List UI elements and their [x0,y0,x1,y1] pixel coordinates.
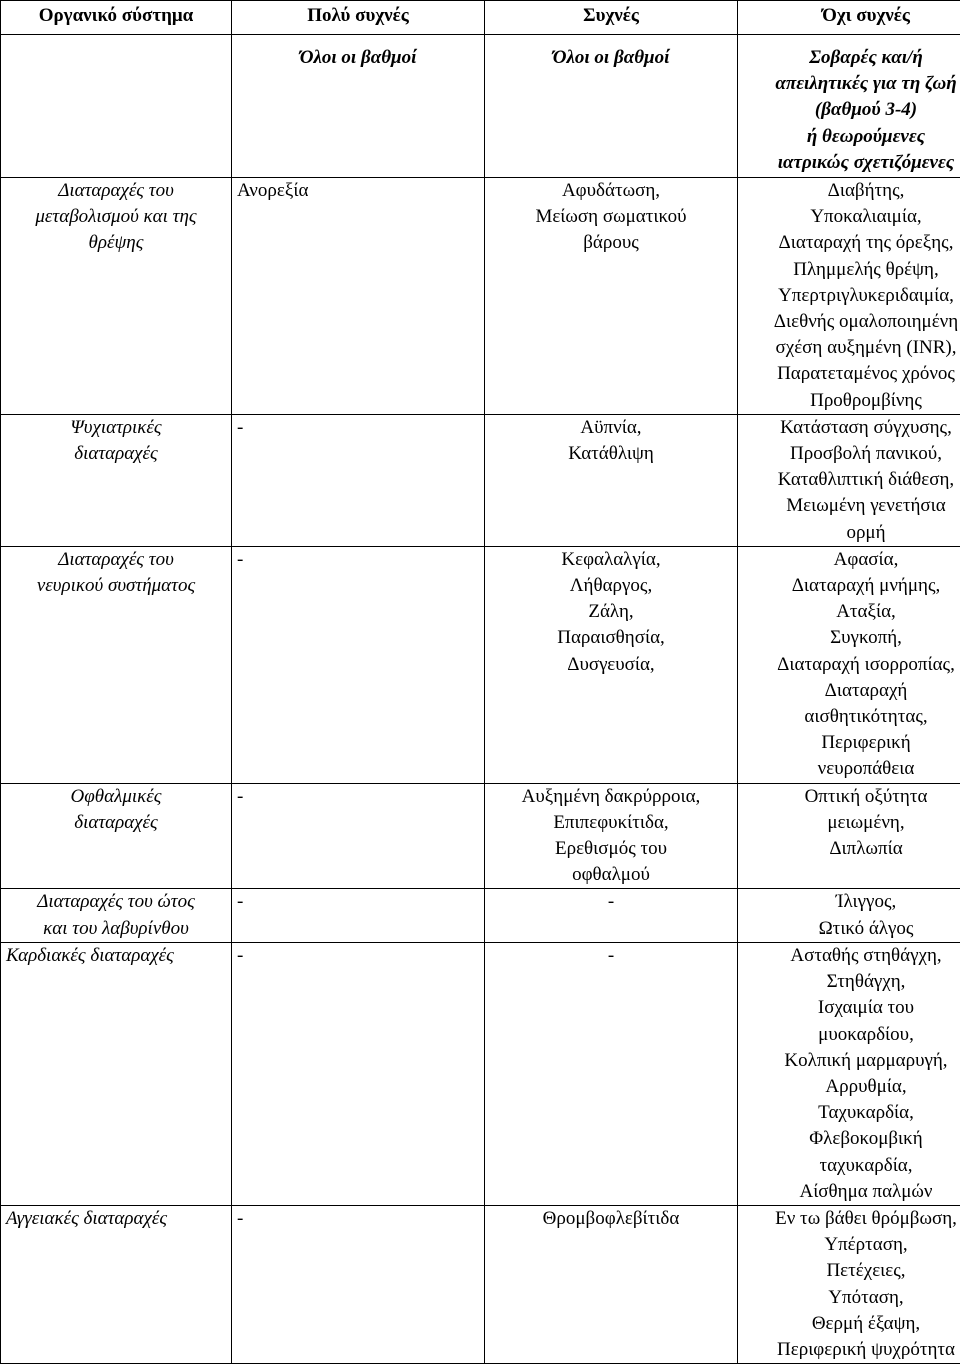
common-line: Λήθαργος, [490,573,732,599]
subheader-uncommon-line: απειλητικές για τη ζωή [743,71,960,97]
uncommon-line: Αίσθημα παλμών [743,1179,960,1205]
very-common-line: - [237,547,479,573]
common-line: Δυσγευσία, [490,652,732,678]
very-common-line: - [237,1206,479,1232]
common-line: Αφυδάτωση, [490,178,732,204]
uncommon-line: Εν τω βάθει θρόμβωση, [743,1206,960,1232]
subheader-very-common-label: Όλοι οι βαθμοί [300,47,417,68]
common-cell [485,178,738,415]
very-common-line: - [237,943,479,969]
header-row [1,1,960,35]
organ-system-line: διαταραχές [6,810,226,836]
organ-system-line: Διαταραχές του [6,547,226,573]
uncommon-line: Ασταθής στηθάγχη, [743,943,960,969]
uncommon-line: Διαβήτης, [743,178,960,204]
uncommon-line: Κατάσταση σύγχυσης, [743,415,960,441]
uncommon-line: Ταχυκαρδία, [743,1100,960,1126]
uncommon-line: αισθητικότητας, [743,704,960,730]
uncommon-line: Υπόταση, [743,1285,960,1311]
uncommon-line: Πετέχειες, [743,1258,960,1284]
subheader-common [485,35,738,178]
uncommon-line: Αφασία, [743,547,960,573]
subheader-uncommon-line: ιατρικώς σχετιζόμενες [743,150,960,176]
uncommon-line: Καταθλιπτική διάθεση, [743,467,960,493]
uncommon-line: Διαταραχή της όρεξης, [743,230,960,256]
organ-system-line: και του λαβυρίνθου [6,916,226,942]
common-cell [485,783,738,889]
uncommon-line: Ίλιγγος, [743,889,960,915]
uncommon-line: Αρρυθμία, [743,1074,960,1100]
very-common-cell [232,414,485,546]
uncommon-line: Υποκαλιαιμία, [743,204,960,230]
uncommon-line: Προθρομβίνης [743,388,960,414]
subheader-very-common [232,35,485,178]
common-line: Κεφαλαλγία, [490,547,732,573]
organ-system-line: νευρικού συστήματος [6,573,226,599]
uncommon-line: Υπέρταση, [743,1232,960,1258]
very-common-cell [232,783,485,889]
uncommon-line: Διπλωπία [743,836,960,862]
common-line: Επιπεφυκίτιδα, [490,810,732,836]
common-cell [485,889,738,942]
uncommon-line: Προσβολή πανικού, [743,441,960,467]
very-common-line: - [237,784,479,810]
uncommon-line: Περιφερική [743,730,960,756]
uncommon-cell [738,889,960,942]
uncommon-line: νευροπάθεια [743,756,960,782]
header-uncommon: Όχι συχνές [738,1,960,35]
common-cell [485,414,738,546]
uncommon-cell [738,1205,960,1363]
uncommon-line: Οπτική οξύτητα [743,784,960,810]
organ-system-line: Διαταραχές του ώτος [6,889,226,915]
very-common-cell [232,178,485,415]
organ-system-line: Αγγειακές διαταραχές [6,1206,226,1232]
common-cell [485,942,738,1205]
uncommon-line: Μειωμένη γενετήσια [743,493,960,519]
very-common-cell [232,546,485,783]
table-row [1,546,960,783]
uncommon-line: Διαταραχή [743,678,960,704]
uncommon-cell [738,546,960,783]
uncommon-line: ορμή [743,520,960,546]
subheader-uncommon-line: Σοβαρές και/ή [743,45,960,71]
uncommon-line: Θερμή έξαψη, [743,1311,960,1337]
common-line: Θρομβοφλεβίτιδα [490,1206,732,1232]
uncommon-line: Συγκοπή, [743,625,960,651]
very-common-line: - [237,889,479,915]
organ-system-line: θρέψης [6,230,226,256]
uncommon-cell [738,783,960,889]
very-common-line: Ανορεξία [237,178,479,204]
header-very-common: Πολύ συχνές [232,1,485,35]
uncommon-line: Υπερτριγλυκεριδαιμία, [743,283,960,309]
uncommon-line: Φλεβοκομβική [743,1126,960,1152]
uncommon-line: Ωτικό άλγος [743,916,960,942]
organ-system-cell [1,889,232,942]
very-common-cell [232,889,485,942]
subheader-uncommon-line: ή θεωρούμενες [743,124,960,150]
subheader-common-label: Όλοι οι βαθμοί [553,47,670,68]
organ-system-cell [1,414,232,546]
organ-system-cell [1,783,232,889]
organ-system-line: Καρδιακές διαταραχές [6,943,226,969]
organ-system-line: Ψυχιατρικές [6,415,226,441]
organ-system-cell [1,178,232,415]
common-line: Παραισθησία, [490,625,732,651]
uncommon-line: μειωμένη, [743,810,960,836]
very-common-line: - [237,415,479,441]
header-organ-system: Οργανικό σύστημα [1,1,232,35]
uncommon-line: Παρατεταμένος χρόνος [743,361,960,387]
table-row [1,889,960,942]
organ-system-line: διαταραχές [6,441,226,467]
subheader-uncommon-line: (βαθμού 3-4) [743,97,960,123]
organ-system-cell [1,942,232,1205]
common-line: Μείωση σωματικού [490,204,732,230]
uncommon-line: Αταξία, [743,599,960,625]
uncommon-line: Κολπική μαρμαρυγή, [743,1048,960,1074]
uncommon-line: σχέση αυξημένη (INR), [743,335,960,361]
table-row [1,783,960,889]
uncommon-line: Πλημμελής θρέψη, [743,257,960,283]
organ-system-line: Διαταραχές του [6,178,226,204]
organ-system-line: Οφθαλμικές [6,784,226,810]
uncommon-line: Ισχαιμία του [743,995,960,1021]
common-line: Αϋπνία, [490,415,732,441]
common-line: Ερεθισμός του [490,836,732,862]
table-row [1,1205,960,1363]
subheader-row [1,35,960,178]
uncommon-line: Διαταραχή μνήμης, [743,573,960,599]
table-row [1,178,960,415]
uncommon-cell [738,178,960,415]
uncommon-line: Διεθνής ομαλοποιημένη [743,309,960,335]
common-line: Κατάθλιψη [490,441,732,467]
uncommon-line: μυοκαρδίου, [743,1022,960,1048]
subheader-uncommon [738,35,960,178]
common-line: Αυξημένη δακρύρροια, [490,784,732,810]
common-line: - [490,889,732,915]
very-common-cell [232,942,485,1205]
common-line: οφθαλμού [490,862,732,888]
uncommon-cell [738,942,960,1205]
uncommon-line: Στηθάγχη, [743,969,960,995]
common-line: Ζάλη, [490,599,732,625]
uncommon-line: Περιφερική ψυχρότητα [743,1337,960,1363]
common-line: βάρους [490,230,732,256]
organ-system-cell [1,1205,232,1363]
common-cell [485,1205,738,1363]
common-line: - [490,943,732,969]
uncommon-line: Διαταραχή ισορροπίας, [743,652,960,678]
organ-system-line: μεταβολισμού και της [6,204,226,230]
uncommon-line: ταχυκαρδία, [743,1153,960,1179]
common-cell [485,546,738,783]
very-common-cell [232,1205,485,1363]
header-common: Συχνές [485,1,738,35]
uncommon-cell [738,414,960,546]
table-row [1,942,960,1205]
organ-system-cell [1,546,232,783]
table-row [1,414,960,546]
subheader-empty [1,35,232,178]
